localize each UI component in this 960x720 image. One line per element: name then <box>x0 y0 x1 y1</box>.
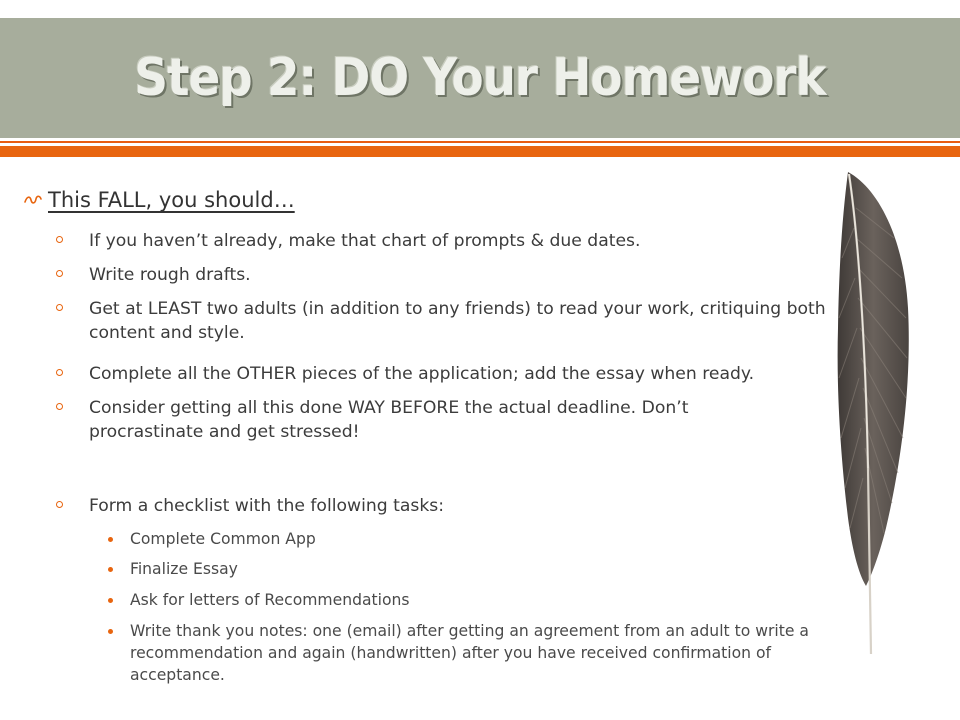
orange-dot-icon <box>108 537 113 542</box>
orange-dot-icon <box>108 567 113 572</box>
orange-circle-icon <box>56 270 63 277</box>
list-item-text: Write rough drafts. <box>89 265 251 285</box>
list-item <box>56 362 886 386</box>
list-item-text: If you haven’t already, make that chart of prompts & due dates. <box>89 231 641 251</box>
list-item <box>56 229 886 253</box>
list-item <box>56 396 801 444</box>
checklist-item <box>108 528 838 550</box>
list-item-text: Get at LEAST two adults (in addition to any friends) to read your work, critiquing both content and style. <box>89 299 826 343</box>
orange-circle-icon <box>56 236 63 243</box>
orange-circle-icon <box>56 304 63 311</box>
list-item-text: Complete all the OTHER pieces of the application; add the essay when ready. <box>89 364 755 384</box>
section-heading: This FALL, you should… <box>48 188 295 212</box>
heading-bullet-row <box>24 188 295 212</box>
list-item-text: Consider getting all this done WAY BEFORE the actual deadline. Don’t procrastinate and get stressed! <box>89 398 689 442</box>
checklist-item-text: Finalize Essay <box>130 560 238 578</box>
wavy-bullet-icon <box>24 193 42 207</box>
list-item <box>56 263 886 287</box>
orange-circle-icon <box>56 403 63 410</box>
feather-quill-image <box>808 168 918 658</box>
checklist-item-text: Complete Common App <box>130 530 316 548</box>
list-item <box>56 494 886 518</box>
slide-title: Step 2: DO Your Homework <box>134 48 826 108</box>
checklist-item <box>108 589 838 611</box>
checklist-item-text: Ask for letters of Recommendations <box>130 591 410 609</box>
list-item-text: Form a checklist with the following tasks: <box>89 496 445 516</box>
checklist-item <box>108 620 838 686</box>
orange-dot-icon <box>108 598 113 603</box>
orange-circle-icon <box>56 369 63 376</box>
checklist-item-text: Write thank you notes: one (email) after getting an agreement from an adult to write a recommendation and again (handwritten) after you have received confirmation of acceptance. <box>130 622 809 684</box>
orange-dot-icon <box>108 629 113 634</box>
checklist-item <box>108 558 838 580</box>
list-item <box>56 297 886 345</box>
orange-circle-icon <box>56 501 63 508</box>
